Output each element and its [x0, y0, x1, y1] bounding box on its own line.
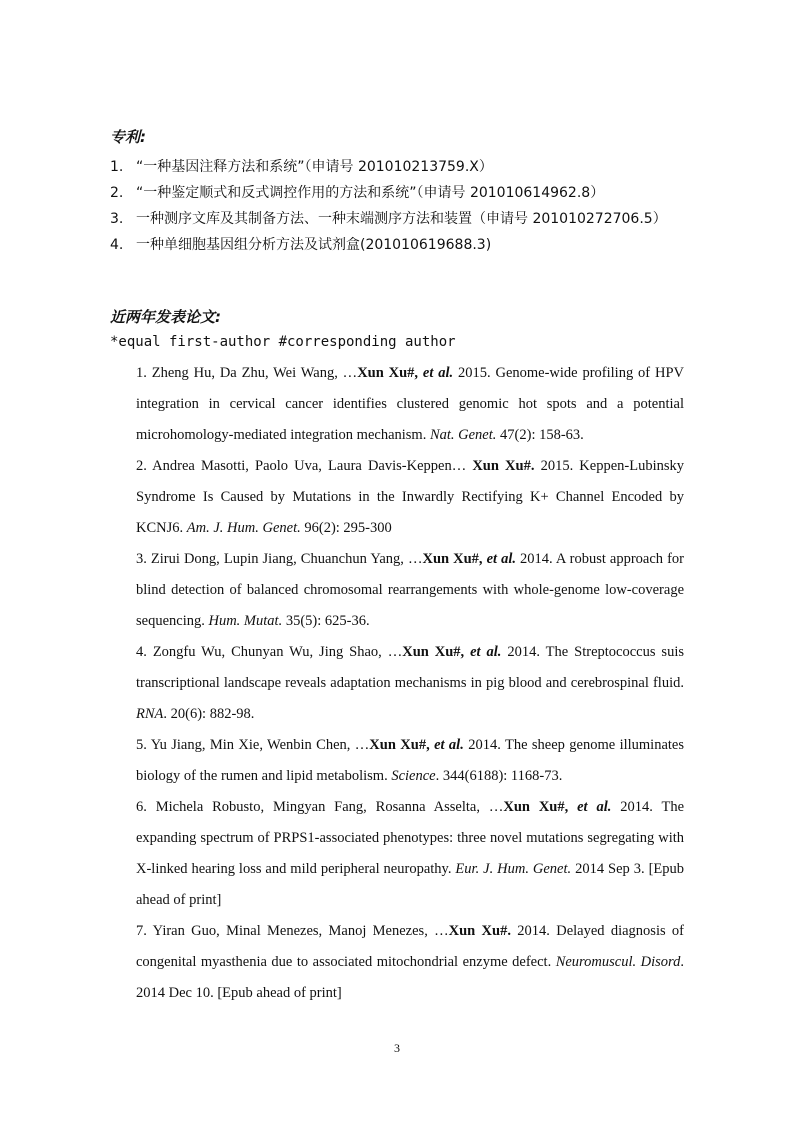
ref-title: 2015. Genome-wide profiling of HPV integration in cervical cancer identifies clustered genomic hot spots and a potential microhomology-mediated integration mechanism.: [136, 365, 684, 443]
ref-etal: et al.: [464, 644, 502, 660]
author-note: *equal first-author #corresponding author: [110, 334, 456, 350]
ref-volume: . 344(6188): 1168-73.: [435, 768, 563, 784]
ref-volume: . 20(6): 882-98.: [163, 706, 255, 722]
list-number: 2.: [110, 185, 124, 201]
ref-journal: Science: [391, 768, 436, 784]
ref-etal: et al.: [568, 799, 612, 815]
ref-corresponding-author: Xun Xu#.: [448, 923, 511, 939]
ref-authors: 3. Zirui Dong, Lupin Jiang, Chuanchun Yang, …: [136, 551, 423, 567]
ref-journal: Nat. Genet.: [429, 427, 497, 443]
ref-corresponding-author: Xun Xu#,: [369, 737, 430, 753]
ref-corresponding-author: Xun Xu#.: [472, 458, 535, 474]
ref-authors: 7. Yiran Guo, Minal Menezes, Manoj Menezes, …: [136, 923, 449, 939]
ref-volume: 47(2): 158-63.: [496, 427, 584, 443]
ref-corresponding-author: Xun Xu#,: [422, 551, 483, 567]
reference-item: [136, 916, 684, 1009]
reference-item: [136, 730, 684, 792]
patent-text: 一种单细胞基因组分析方法及试剂盒(201010619688.3): [136, 237, 492, 253]
ref-corresponding-author: Xun Xu#,: [402, 644, 465, 660]
ref-title: 2014. The expanding spectrum of PRPS1-associated phenotypes: three novel mutations segregating with X-linked hearing loss and mild peripheral neuropathy.: [136, 799, 685, 877]
list-number: 4.: [110, 237, 124, 253]
reference-item: [136, 544, 684, 637]
patent-item: [110, 232, 750, 258]
ref-journal: Am. J. Hum. Genet.: [186, 520, 301, 536]
ref-volume: . 2014 Dec 10. [Epub ahead of print]: [136, 954, 684, 1001]
patent-text: “一种鉴定顺式和反式调控作用的方法和系统”（申请号 201010614962.8）: [136, 185, 605, 201]
ref-journal: Hum. Mutat.: [208, 613, 283, 629]
ref-etal: et al.: [482, 551, 516, 567]
patents-heading: 专利:: [110, 128, 146, 146]
patent-list: [110, 154, 750, 258]
ref-title: 2015. Keppen-Lubinsky Syndrome Is Caused by Mutations in the Inwardly Rectifying K+ Channel Encoded by KCNJ6.: [136, 458, 684, 536]
reference-item: [136, 358, 684, 451]
ref-authors: 1. Zheng Hu, Da Zhu, Wei Wang, …: [136, 365, 358, 381]
ref-etal: et al.: [418, 365, 454, 381]
ref-title: 2014. A robust approach for blind detection of balanced chromosomal rearrangements with whole-genome low-coverage sequencing.: [136, 551, 685, 629]
ref-volume: 35(5): 625-36.: [282, 613, 370, 629]
ref-authors: 5. Yu Jiang, Min Xie, Wenbin Chen, …: [136, 737, 370, 753]
ref-title: 2014. The sheep genome illuminates biology of the rumen and lipid metabolism.: [136, 737, 685, 784]
patent-text: 一种测序文库及其制备方法、一种末端测序方法和装置（申请号 201010272706.5）: [136, 211, 667, 227]
ref-title: 2014. Delayed diagnosis of congenital myasthenia due to associated mitochondrial enzyme defect.: [136, 923, 685, 970]
ref-authors: 6. Michela Robusto, Mingyan Fang, Rosanna Asselta, …: [136, 799, 504, 815]
list-number: 3.: [110, 211, 124, 227]
ref-journal: RNA: [136, 706, 164, 722]
ref-volume: 96(2): 295-300: [300, 520, 392, 536]
ref-volume: 2014 Sep 3. [Epub ahead of print]: [136, 861, 684, 908]
ref-title: 2014. The Streptococcus suis transcriptional landscape reveals adaptation mechanisms in pig blood and cerebrospinal fluid.: [136, 644, 684, 691]
ref-authors: 2. Andrea Masotti, Paolo Uva, Laura Davis-Keppen…: [136, 458, 473, 474]
ref-journal: Eur. J. Hum. Genet.: [455, 861, 572, 877]
reference-item: [136, 792, 684, 916]
list-number: 1.: [110, 159, 124, 175]
ref-authors: 4. Zongfu Wu, Chunyan Wu, Jing Shao, …: [136, 644, 403, 660]
page-number: 3: [394, 1041, 400, 1055]
reference-list: [136, 358, 684, 1009]
reference-item: [136, 451, 684, 544]
ref-corresponding-author: Xun Xu#,: [357, 365, 419, 381]
reference-item: [136, 637, 684, 730]
patent-item: [110, 206, 750, 232]
ref-journal: Neuromuscul. Disord: [555, 954, 681, 970]
patent-text: “一种基因注释方法和系统”（申请号 201010213759.X）: [136, 159, 493, 175]
patent-item: [110, 154, 750, 180]
papers-heading: 近两年发表论文:: [110, 308, 221, 326]
patent-item: [110, 180, 750, 206]
ref-corresponding-author: Xun Xu#,: [503, 799, 569, 815]
ref-etal: et al.: [429, 737, 464, 753]
